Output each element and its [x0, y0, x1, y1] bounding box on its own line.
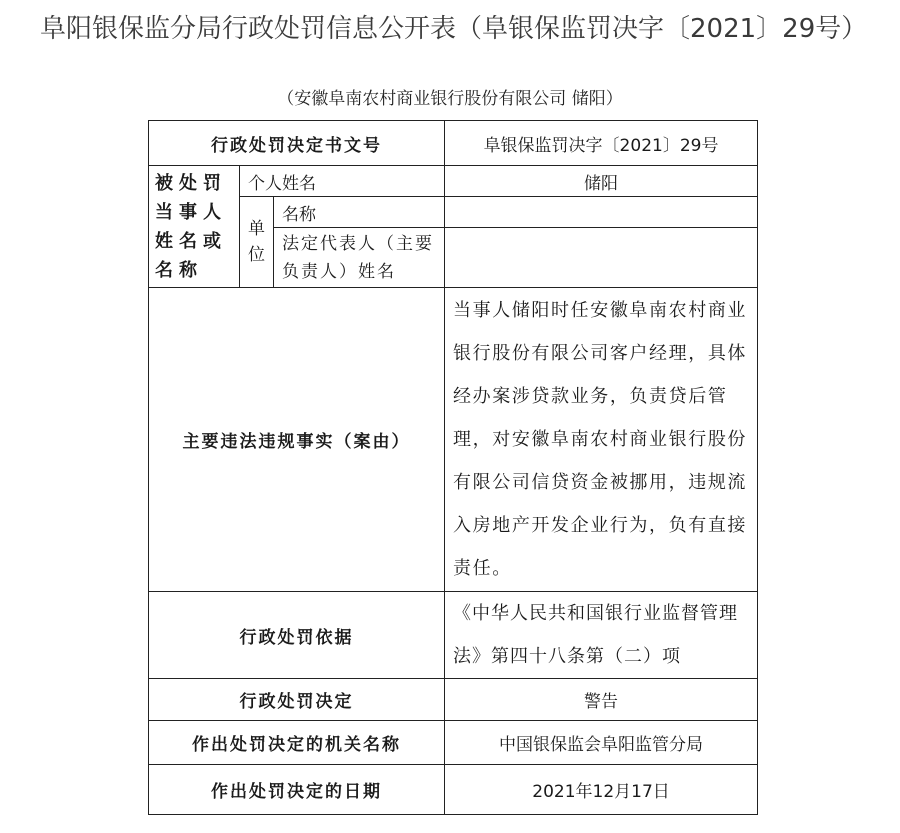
table-row	[149, 121, 758, 166]
doc-number-value: 阜银保监罚决字〔2021〕29号	[445, 121, 758, 166]
basis-label: 行政处罚依据	[149, 592, 445, 679]
legal-rep-value	[445, 228, 758, 288]
unit-name-value	[445, 197, 758, 228]
basis-value: 《中华人民共和国银行业监督管理法》第四十八条第（二）项	[445, 592, 758, 679]
table-row	[149, 197, 758, 228]
individual-name-value: 储阳	[445, 166, 758, 197]
authority-value: 中国银保监会阜阳监管分局	[445, 721, 758, 765]
facts-value: 当事人储阳时任安徽阜南农村商业银行股份有限公司客户经理，具体经办案涉贷款业务，负责贷后管理，对安徽阜南农村商业银行股份有限公司信贷资金被挪用，违规流入房地产开发企业行为，负有直接责任。	[445, 288, 758, 592]
table-row	[149, 679, 758, 721]
authority-label: 作出处罚决定的机关名称	[149, 721, 445, 765]
table-row	[149, 765, 758, 815]
doc-number-label: 行政处罚决定书文号	[149, 121, 445, 166]
legal-rep-label: 法定代表人（主要负责人）姓名	[274, 228, 445, 288]
individual-name-label: 个人姓名	[240, 166, 445, 197]
penalty-info-table	[148, 120, 758, 815]
date-value: 2021年12月17日	[445, 765, 758, 815]
facts-label: 主要违法违规事实（案由）	[149, 288, 445, 592]
table-row	[149, 288, 758, 592]
page-title: 阜阳银保监分局行政处罚信息公开表（阜银保监罚决字〔2021〕29号）	[40, 14, 868, 44]
decision-label: 行政处罚决定	[149, 679, 445, 721]
decision-value: 警告	[445, 679, 758, 721]
page-subtitle: （安徽阜南农村商业银行股份有限公司 储阳）	[277, 89, 623, 109]
table-row	[149, 592, 758, 679]
party-label: 被处罚当事人姓名或名称	[149, 166, 240, 288]
table-row	[149, 721, 758, 765]
table-row	[149, 166, 758, 197]
unit-name-label: 名称	[274, 197, 445, 228]
unit-label: 单位	[240, 197, 274, 288]
date-label: 作出处罚决定的日期	[149, 765, 445, 815]
